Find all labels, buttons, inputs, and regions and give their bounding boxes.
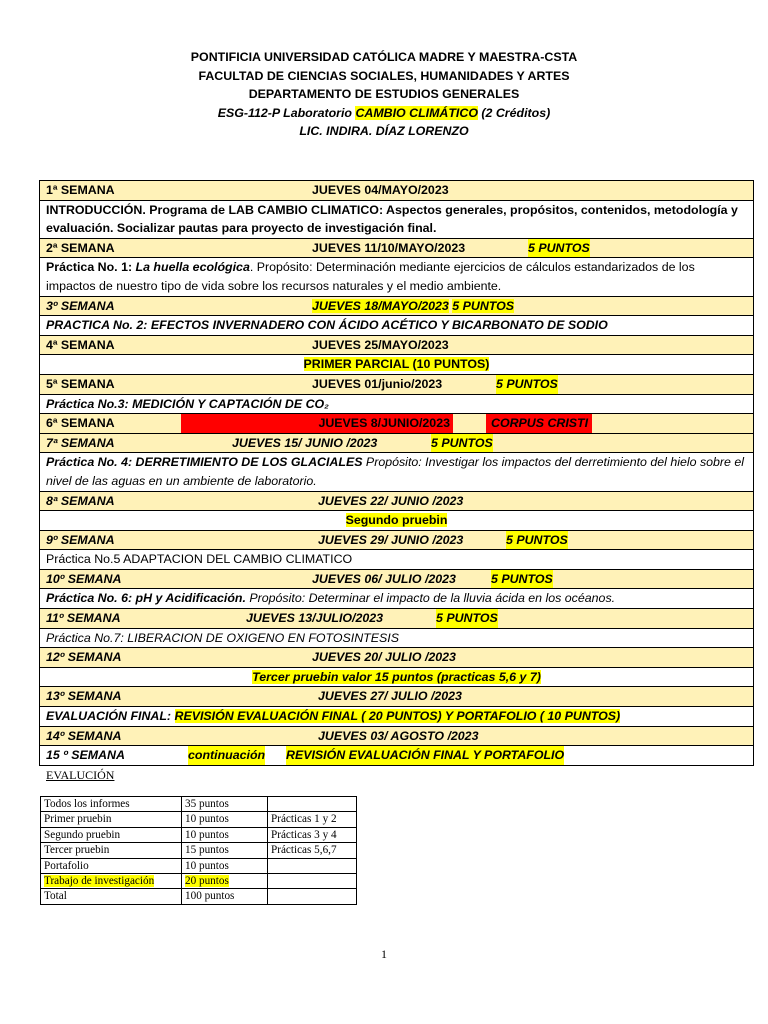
content-row: Práctica No.7: LIBERACION DE OXIGENO EN FOTOSINTESIS [40, 628, 754, 648]
table-row: Portafolio 10 puntos [41, 858, 357, 873]
week-row: 2ª SEMANA JUEVES 11/10/MAYO/2023 5 PUNTOS [40, 238, 754, 258]
week-row: 14º SEMANA JUEVES 03/ AGOSTO /2023 [40, 726, 754, 746]
content-row: Segundo pruebin [40, 511, 754, 531]
content-row: PRACTICA No. 2: EFECTOS INVERNADERO CON ÁCIDO ACÉTICO Y BICARBONATO DE SODIO [40, 316, 754, 336]
department-name: DEPARTAMENTO DE ESTUDIOS GENERALES [248, 87, 520, 102]
evaluation-table [40, 796, 357, 905]
week-row: 3º SEMANA JUEVES 18/MAYO/2023 5 PUNTOS [40, 296, 754, 316]
content-row: Práctica No.3: MEDICIÓN Y CAPTACIÓN DE CO₂ [40, 394, 754, 414]
week-row: 10º SEMANA JUEVES 06/ JULIO /2023 5 PUNTOS [40, 569, 754, 589]
week-row: 12º SEMANA JUEVES 20/ JULIO /2023 [40, 648, 754, 668]
week-row: 5ª SEMANA JUEVES 01/junio/2023 5 PUNTOS [40, 374, 754, 394]
week-row: 1ª SEMANA JUEVES 04/MAYO/2023 [40, 181, 754, 201]
content-row: 15 º SEMANA continuación REVISIÓN EVALUACIÓN FINAL Y PORTAFOLIO [40, 746, 754, 766]
table-row: Total 100 puntos [41, 889, 357, 904]
week-row: 8ª SEMANA JUEVES 22/ JUNIO /2023 [40, 491, 754, 511]
content-row: Práctica No. 1: La huella ecológica. Propósito: Determinación mediante ejercicios de cálculos estandarizados de los impactos de nuestro tipo de vida sobre los recursos naturales y el medio ambiente. [40, 258, 754, 296]
document-header [0, 48, 768, 141]
table-row: Tercer pruebin 15 puntos Prácticas 5,6,7 [41, 843, 357, 858]
table-row: Primer pruebin 10 puntos Prácticas 1 y 2 [41, 812, 357, 827]
week-row: 7ª SEMANA JUEVES 15/ JUNIO /2023 5 PUNTOS [40, 433, 754, 453]
schedule-table [39, 180, 754, 766]
course-title: ESG-112-P Laboratorio CAMBIO CLIMÁTICO (2 Créditos) [217, 105, 551, 120]
table-row: Trabajo de investigación 20 puntos [41, 874, 357, 889]
week-row: 6ª SEMANA JUEVES 8/JUNIO/2023 CORPUS CRISTI [40, 414, 754, 434]
page-number: 1 [381, 947, 387, 961]
week-row: 4ª SEMANA JUEVES 25/MAYO/2023 [40, 335, 754, 355]
content-row: PRIMER PARCIAL (10 PUNTOS) [40, 355, 754, 375]
week-row: 13º SEMANA JUEVES 27/ JULIO /2023 [40, 687, 754, 707]
table-row: Todos los informes 35 puntos [41, 797, 357, 812]
content-row: Práctica No. 4: DERRETIMIENTO DE LOS GLACIALES Propósito: Investigar los impactos del derretimiento del hielo sobre el nivel de las aguas en un ambiente de laboratorio. [40, 453, 754, 491]
evaluation-label: EVALUCIÓN [46, 768, 115, 782]
university-name: PONTIFICIA UNIVERSIDAD CATÓLICA MADRE Y MAESTRA-CSTA [190, 50, 578, 64]
week-row: 11º SEMANA JUEVES 13/JULIO/2023 5 PUNTOS [40, 609, 754, 629]
week-row: 9º SEMANA JUEVES 29/ JUNIO /2023 5 PUNTOS [40, 530, 754, 550]
table-row: Segundo pruebin 10 puntos Prácticas 3 y 4 [41, 827, 357, 842]
content-row: EVALUACIÓN FINAL: REVISIÓN EVALUACIÓN FINAL ( 20 PUNTOS) Y PORTAFOLIO ( 10 PUNTOS) [40, 707, 754, 727]
content-row: INTRODUCCIÓN. Programa de LAB CAMBIO CLIMATICO: Aspectos generales, propósitos, contenidos, metodología y evaluación. Socializar pautas para proyecto de investigación final. [40, 200, 754, 238]
content-row: Tercer pruebin valor 15 puntos (practicas 5,6 y 7) [40, 667, 754, 687]
content-row: Práctica No. 6: pH y Acidificación. Propósito: Determinar el impacto de la lluvia ácida en los océanos. [40, 589, 754, 609]
content-row: Práctica No.5 ADAPTACION DEL CAMBIO CLIMATICO [40, 550, 754, 570]
faculty-name: FACULTAD DE CIENCIAS SOCIALES, HUMANIDADES Y ARTES [198, 68, 570, 83]
instructor-name: LIC. INDIRA. DÍAZ LORENZO [299, 124, 469, 139]
